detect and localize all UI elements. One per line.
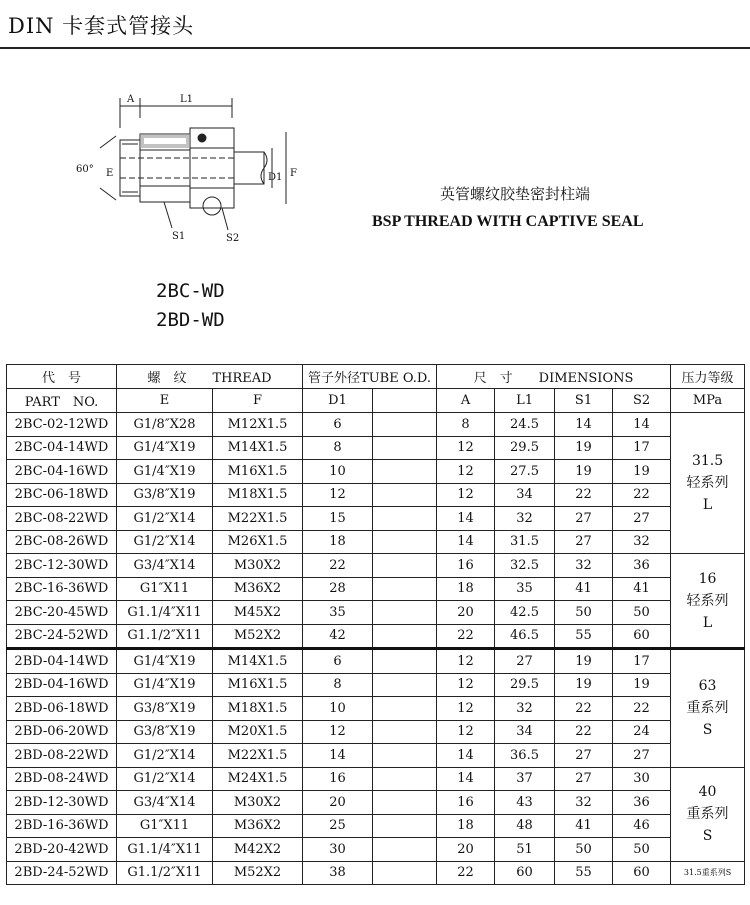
pressure-series: 重系列	[686, 806, 729, 822]
cell-blank	[373, 791, 437, 815]
table-row	[7, 767, 745, 791]
cell-s2: 50	[613, 601, 671, 625]
cell-part: 2BC-04-14WD	[7, 436, 117, 460]
pressure-code: S	[702, 828, 713, 844]
cell-d1: 10	[303, 460, 373, 484]
cell-s2: 24	[613, 720, 671, 744]
cell-part: 2BD-24-52WD	[7, 861, 117, 885]
cell-e: G1/2″X14	[117, 507, 213, 531]
cell-f: M22X1.5	[213, 744, 303, 768]
cell-f: M18X1.5	[213, 697, 303, 721]
cell-l1: 60	[495, 861, 555, 885]
cell-blank	[373, 861, 437, 885]
cell-s1: 55	[555, 861, 613, 885]
cell-blank	[373, 554, 437, 578]
cell-part: 2BC-06-18WD	[7, 483, 117, 507]
table-row	[7, 673, 745, 697]
cell-s1: 41	[555, 814, 613, 838]
pressure-note: 31.5重系列S	[671, 861, 745, 885]
cell-s1: 22	[555, 697, 613, 721]
table-row	[7, 530, 745, 554]
cell-e: G1.1/2″X11	[117, 861, 213, 885]
cell-a: 12	[437, 673, 495, 697]
fitting-drawing	[72, 88, 312, 248]
cell-part: 2BD-16-36WD	[7, 814, 117, 838]
dim-d1-label: D1	[268, 172, 283, 183]
cell-l1: 36.5	[495, 744, 555, 768]
cell-d1: 8	[303, 673, 373, 697]
cell-s1: 19	[555, 673, 613, 697]
cell-f: M30X2	[213, 554, 303, 578]
cell-d1: 22	[303, 554, 373, 578]
cell-f: M45X2	[213, 601, 303, 625]
cell-a: 12	[437, 697, 495, 721]
cell-s2: 32	[613, 530, 671, 554]
table-row	[7, 649, 745, 674]
table-row	[7, 460, 745, 484]
table-row	[7, 791, 745, 815]
table-row	[7, 601, 745, 625]
header-l1: L1	[495, 389, 555, 413]
cell-f: M52X2	[213, 861, 303, 885]
cell-s1: 19	[555, 460, 613, 484]
cell-part: 2BC-08-22WD	[7, 507, 117, 531]
cell-s1: 19	[555, 649, 613, 674]
table-subheader-row	[7, 389, 745, 413]
cell-blank	[373, 767, 437, 791]
cell-l1: 48	[495, 814, 555, 838]
header-pressure: 压力等级	[671, 365, 745, 389]
table-row	[7, 814, 745, 838]
cell-part: 2BC-20-45WD	[7, 601, 117, 625]
cell-e: G1/4″X19	[117, 673, 213, 697]
cell-f: M24X1.5	[213, 767, 303, 791]
cell-s2: 19	[613, 460, 671, 484]
cell-a: 20	[437, 601, 495, 625]
header-blank	[373, 389, 437, 413]
cell-s2: 36	[613, 554, 671, 578]
cell-part: 2BC-16-36WD	[7, 577, 117, 601]
cell-s2: 27	[613, 744, 671, 768]
cell-e: G3/4″X14	[117, 791, 213, 815]
cell-f: M36X2	[213, 577, 303, 601]
cell-l1: 37	[495, 767, 555, 791]
cell-f: M36X2	[213, 814, 303, 838]
cell-l1: 29.5	[495, 673, 555, 697]
cell-l1: 32	[495, 697, 555, 721]
cell-s1: 50	[555, 601, 613, 625]
cell-blank	[373, 649, 437, 674]
header-mpa: MPa	[671, 389, 745, 413]
cell-s2: 17	[613, 649, 671, 674]
cell-a: 18	[437, 577, 495, 601]
cell-s2: 19	[613, 673, 671, 697]
table-row	[7, 577, 745, 601]
cell-d1: 12	[303, 720, 373, 744]
table-row	[7, 838, 745, 862]
cell-part: 2BC-24-52WD	[7, 624, 117, 649]
cell-l1: 29.5	[495, 436, 555, 460]
subtitle-en: BSP THREAD WITH CAPTIVE SEAL	[372, 213, 644, 230]
cell-s1: 32	[555, 554, 613, 578]
cell-l1: 24.5	[495, 413, 555, 437]
cell-s2: 60	[613, 861, 671, 885]
cell-l1: 34	[495, 720, 555, 744]
cell-l1: 35	[495, 577, 555, 601]
header-dimensions: 尺 寸 DIMENSIONS	[437, 365, 671, 389]
dim-angle-label: 60°	[76, 164, 94, 175]
pressure-value: 31.5	[691, 453, 724, 469]
cell-f: M16X1.5	[213, 460, 303, 484]
cell-d1: 6	[303, 649, 373, 674]
cell-l1: 32.5	[495, 554, 555, 578]
cell-e: G3/8″X19	[117, 720, 213, 744]
cell-a: 12	[437, 720, 495, 744]
header-d1: D1	[303, 389, 373, 413]
cell-l1: 42.5	[495, 601, 555, 625]
cell-part: 2BD-08-22WD	[7, 744, 117, 768]
pressure-group	[671, 767, 745, 861]
cell-l1: 43	[495, 791, 555, 815]
cell-e: G1/4″X19	[117, 460, 213, 484]
pressure-group	[671, 554, 745, 649]
cell-blank	[373, 601, 437, 625]
cell-s2: 22	[613, 697, 671, 721]
cell-blank	[373, 436, 437, 460]
header-code: 代 号	[7, 365, 117, 389]
cell-e: G3/8″X19	[117, 697, 213, 721]
cell-e: G1/2″X14	[117, 744, 213, 768]
cell-d1: 25	[303, 814, 373, 838]
title-divider	[0, 47, 750, 49]
cell-f: M26X1.5	[213, 530, 303, 554]
dim-l1-label: L1	[180, 94, 194, 105]
cell-blank	[373, 814, 437, 838]
cell-part: 2BC-08-26WD	[7, 530, 117, 554]
cell-a: 18	[437, 814, 495, 838]
model-code: 2BC-WD	[156, 280, 225, 302]
cell-s1: 27	[555, 530, 613, 554]
cell-s2: 22	[613, 483, 671, 507]
table-row	[7, 720, 745, 744]
cell-blank	[373, 460, 437, 484]
cell-part: 2BD-12-30WD	[7, 791, 117, 815]
cell-s1: 50	[555, 838, 613, 862]
cell-e: G1/2″X14	[117, 530, 213, 554]
cell-s2: 41	[613, 577, 671, 601]
cell-blank	[373, 720, 437, 744]
cell-a: 12	[437, 649, 495, 674]
cell-f: M12X1.5	[213, 413, 303, 437]
cell-e: G1.1/4″X11	[117, 601, 213, 625]
spec-table	[6, 364, 745, 885]
cell-a: 16	[437, 554, 495, 578]
cell-a: 14	[437, 767, 495, 791]
cell-d1: 35	[303, 601, 373, 625]
table-row	[7, 413, 745, 437]
subtitle-cn: 英管螺纹胶垫密封柱端	[440, 185, 591, 203]
cell-l1: 27.5	[495, 460, 555, 484]
table-row	[7, 624, 745, 649]
pressure-code: S	[702, 722, 713, 739]
cell-s2: 27	[613, 507, 671, 531]
cell-e: G1/2″X14	[117, 767, 213, 791]
cell-d1: 18	[303, 530, 373, 554]
table-row	[7, 436, 745, 460]
cell-d1: 16	[303, 767, 373, 791]
header-s2: S2	[613, 389, 671, 413]
cell-e: G3/4″X14	[117, 554, 213, 578]
page-title: DIN 卡套式管接头	[8, 14, 195, 38]
pressure-series: 轻系列	[686, 475, 729, 491]
cell-s2: 17	[613, 436, 671, 460]
pressure-series: 重系列	[686, 700, 729, 717]
cell-a: 8	[437, 413, 495, 437]
pressure-value: 16	[698, 570, 717, 587]
cell-e: G1″X11	[117, 577, 213, 601]
cell-s1: 55	[555, 624, 613, 649]
cell-part: 2BC-04-16WD	[7, 460, 117, 484]
header-f: F	[213, 389, 303, 413]
cell-e: G1/4″X19	[117, 436, 213, 460]
cell-d1: 28	[303, 577, 373, 601]
cell-s2: 30	[613, 767, 671, 791]
cell-l1: 32	[495, 507, 555, 531]
cell-part: 2BD-06-18WD	[7, 697, 117, 721]
table-row	[7, 697, 745, 721]
cell-a: 12	[437, 436, 495, 460]
cell-blank	[373, 624, 437, 649]
cell-e: G1.1/2″X11	[117, 624, 213, 649]
cell-blank	[373, 507, 437, 531]
cell-f: M42X2	[213, 838, 303, 862]
table-row	[7, 861, 745, 885]
cell-d1: 20	[303, 791, 373, 815]
header-s1: S1	[555, 389, 613, 413]
table-row	[7, 483, 745, 507]
cell-e: G1″X11	[117, 814, 213, 838]
dim-e-label: E	[106, 168, 114, 179]
cell-part: 2BD-04-14WD	[7, 649, 117, 674]
pressure-code: L	[702, 497, 713, 513]
header-thread: 螺 纹 THREAD	[117, 365, 303, 389]
cell-s2: 14	[613, 413, 671, 437]
cell-f: M52X2	[213, 624, 303, 649]
header-part-no: PART NO.	[7, 389, 117, 413]
cell-a: 22	[437, 624, 495, 649]
table-row	[7, 744, 745, 768]
header-a: A	[437, 389, 495, 413]
header-e: E	[117, 389, 213, 413]
cell-s2: 60	[613, 624, 671, 649]
cell-a: 14	[437, 530, 495, 554]
pressure-series: 轻系列	[686, 592, 729, 609]
cell-a: 14	[437, 507, 495, 531]
table-row	[7, 554, 745, 578]
cell-f: M18X1.5	[213, 483, 303, 507]
cell-part: 2BD-20-42WD	[7, 838, 117, 862]
dim-s1-label: S1	[172, 231, 186, 242]
cell-part: 2BD-06-20WD	[7, 720, 117, 744]
cell-s2: 36	[613, 791, 671, 815]
cell-part: 2BC-02-12WD	[7, 413, 117, 437]
cell-d1: 10	[303, 697, 373, 721]
table-row	[7, 507, 745, 531]
cell-e: G1/8″X28	[117, 413, 213, 437]
cell-blank	[373, 413, 437, 437]
cell-a: 12	[437, 460, 495, 484]
header-tube: 管子外径TUBE O.D.	[303, 365, 437, 389]
cell-s2: 50	[613, 838, 671, 862]
pressure-value: 63	[698, 678, 717, 695]
cell-s1: 27	[555, 767, 613, 791]
cell-s1: 41	[555, 577, 613, 601]
cell-l1: 51	[495, 838, 555, 862]
cell-l1: 34	[495, 483, 555, 507]
dim-f-label: F	[290, 168, 297, 179]
cell-d1: 38	[303, 861, 373, 885]
cell-d1: 15	[303, 507, 373, 531]
pressure-group	[671, 413, 745, 554]
cell-f: M14X1.5	[213, 436, 303, 460]
cell-s1: 14	[555, 413, 613, 437]
model-code: 2BD-WD	[156, 309, 225, 331]
cell-l1: 27	[495, 649, 555, 674]
cell-e: G1/4″X19	[117, 649, 213, 674]
cell-blank	[373, 838, 437, 862]
cell-a: 20	[437, 838, 495, 862]
dim-s2-label: S2	[226, 233, 240, 244]
cell-a: 12	[437, 483, 495, 507]
cell-f: M16X1.5	[213, 673, 303, 697]
cell-blank	[373, 577, 437, 601]
cell-a: 14	[437, 744, 495, 768]
cell-s1: 22	[555, 720, 613, 744]
cell-a: 16	[437, 791, 495, 815]
cell-e: G1.1/4″X11	[117, 838, 213, 862]
dim-a-label: A	[127, 94, 135, 105]
cell-part: 2BD-08-24WD	[7, 767, 117, 791]
pressure-value: 40	[698, 784, 717, 800]
cell-s2: 46	[613, 814, 671, 838]
cell-blank	[373, 673, 437, 697]
cell-blank	[373, 483, 437, 507]
cell-blank	[373, 744, 437, 768]
cell-s1: 27	[555, 744, 613, 768]
cell-f: M20X1.5	[213, 720, 303, 744]
cell-d1: 8	[303, 436, 373, 460]
pressure-code: L	[702, 614, 713, 631]
cell-a: 22	[437, 861, 495, 885]
cell-f: M22X1.5	[213, 507, 303, 531]
cell-l1: 31.5	[495, 530, 555, 554]
cell-f: M30X2	[213, 791, 303, 815]
cell-s1: 32	[555, 791, 613, 815]
cell-e: G3/8″X19	[117, 483, 213, 507]
cell-d1: 12	[303, 483, 373, 507]
cell-s1: 22	[555, 483, 613, 507]
pressure-group	[671, 649, 745, 768]
cell-l1: 46.5	[495, 624, 555, 649]
cell-s1: 27	[555, 507, 613, 531]
cell-part: 2BD-04-16WD	[7, 673, 117, 697]
cell-s1: 19	[555, 436, 613, 460]
cell-d1: 30	[303, 838, 373, 862]
cell-d1: 14	[303, 744, 373, 768]
table-header-row	[7, 365, 745, 389]
cell-d1: 6	[303, 413, 373, 437]
cell-d1: 42	[303, 624, 373, 649]
cell-f: M14X1.5	[213, 649, 303, 674]
cell-blank	[373, 530, 437, 554]
cell-part: 2BC-12-30WD	[7, 554, 117, 578]
cell-blank	[373, 697, 437, 721]
